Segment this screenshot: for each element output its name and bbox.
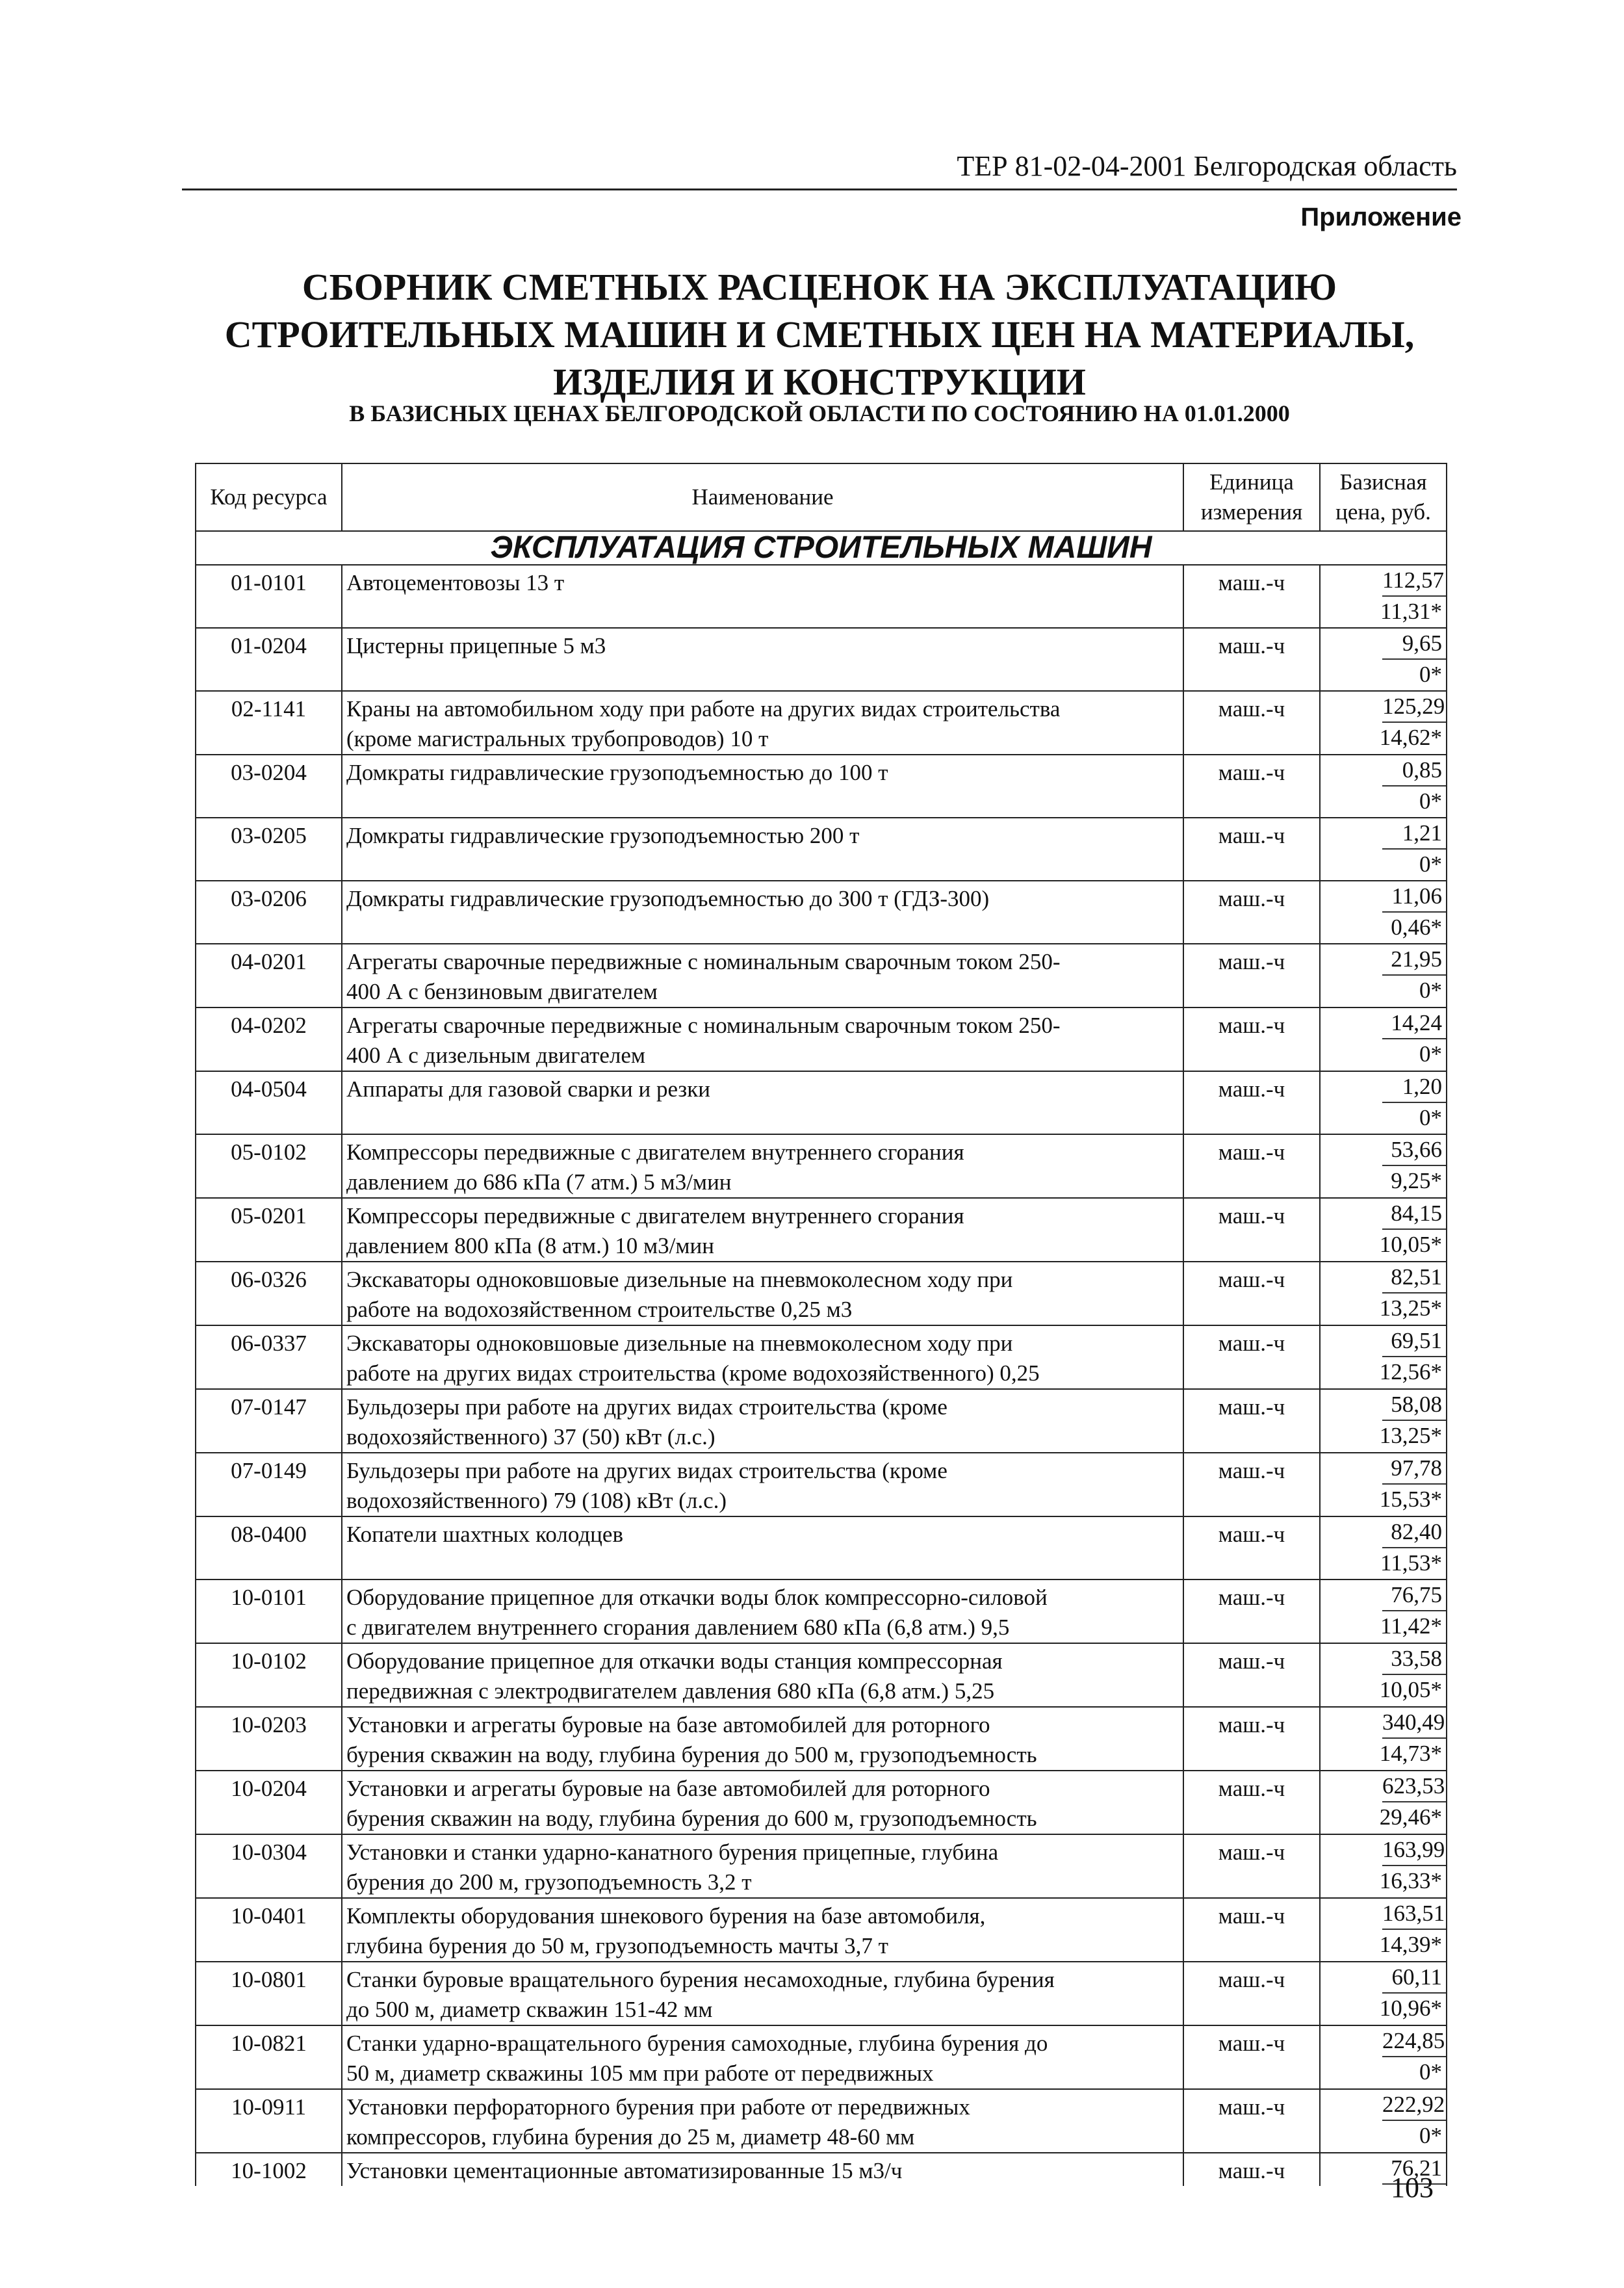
table-row	[196, 1134, 1447, 1198]
resource-name-line-1: Комплекты оборудования шнекового бурения на базе автомобиля,	[346, 1903, 986, 1929]
wage-value: 14,39*	[1379, 1932, 1442, 1957]
wage-value: 11,53*	[1380, 1550, 1442, 1576]
base-price	[1320, 818, 1447, 881]
section-title: ЭКСПЛУАТАЦИЯ СТРОИТЕЛЬНЫХ МАШИН	[196, 531, 1447, 565]
price-value: 340,49	[1382, 1708, 1446, 1739]
resource-name-line-1: Оборудование прицепное для откачки воды станция компрессорная	[346, 1648, 1003, 1674]
resource-name	[342, 1262, 1183, 1325]
price-value: 69,51	[1382, 1326, 1446, 1357]
resource-name	[342, 1898, 1183, 1962]
resource-name-line-1: Станки буровые вращательного бурения несамоходные, глубина бурения	[346, 1967, 1055, 1992]
table-row	[196, 818, 1447, 881]
resource-name	[342, 691, 1183, 755]
base-price	[1320, 1962, 1447, 2025]
resource-code: 07-0149	[196, 1453, 342, 1516]
document-header	[182, 150, 1457, 190]
resource-name-line-2: глубина бурения до 50 м, грузоподъемность мачты 3,7 т	[346, 1933, 888, 1958]
table-row	[196, 565, 1447, 628]
resource-code: 05-0201	[196, 1198, 342, 1262]
base-price	[1320, 1071, 1447, 1134]
price-value: 224,85	[1382, 2026, 1446, 2057]
unit-of-measure: маш.-ч	[1183, 1898, 1320, 1962]
resource-name-line-1: Автоцементовозы 13 т	[346, 570, 565, 595]
base-price	[1320, 1134, 1447, 1198]
table-row	[196, 1262, 1447, 1325]
wage-value: 0*	[1419, 1105, 1442, 1130]
wage-value: 14,73*	[1379, 1741, 1442, 1766]
base-price	[1320, 881, 1447, 944]
price-value: 76,21	[1382, 2153, 1446, 2185]
resource-code: 10-0821	[196, 2025, 342, 2089]
price-table	[195, 463, 1447, 2186]
table-header-row	[196, 463, 1447, 531]
resource-name	[342, 2025, 1183, 2089]
resource-name-line-1: Аппараты для газовой сварки и резки	[346, 1076, 710, 1102]
table-row	[196, 881, 1447, 944]
resource-code: 06-0326	[196, 1262, 342, 1325]
price-value: 0,85	[1382, 755, 1446, 786]
resource-code: 03-0204	[196, 755, 342, 818]
base-price	[1320, 1008, 1447, 1071]
resource-name	[342, 881, 1183, 944]
price-value: 53,66	[1382, 1135, 1446, 1166]
base-price	[1320, 628, 1447, 691]
base-price	[1320, 1516, 1447, 1580]
wage-value: 10,05*	[1379, 1677, 1442, 1702]
wage-value: 29,46*	[1379, 1804, 1442, 1830]
wage-value: 12,56*	[1379, 1359, 1442, 1384]
wage-value: 10,05*	[1379, 1232, 1442, 1257]
wage-value: 11,31*	[1380, 599, 1442, 624]
table-row	[196, 2089, 1447, 2153]
resource-name	[342, 1325, 1183, 1389]
unit-of-measure: маш.-ч	[1183, 1008, 1320, 1071]
resource-name-line-1: Станки ударно-вращательного бурения самоходные, глубина бурения до	[346, 2031, 1048, 2056]
wage-value: 0*	[1419, 788, 1442, 814]
table-row	[196, 2153, 1447, 2186]
table-row	[196, 1898, 1447, 1962]
resource-name	[342, 1643, 1183, 1707]
resource-code: 07-0147	[196, 1389, 342, 1453]
unit-of-measure: маш.-ч	[1183, 691, 1320, 755]
resource-name-line-1: Установки и агрегаты буровые на базе автомобилей для роторного	[346, 1712, 990, 1737]
resource-code: 10-0304	[196, 1834, 342, 1898]
base-price	[1320, 1707, 1447, 1771]
table-row	[196, 1771, 1447, 1834]
unit-of-measure: маш.-ч	[1183, 1453, 1320, 1516]
resource-name-line-2: водохозяйственного) 79 (108) кВт (л.с.)	[346, 1488, 727, 1513]
price-value: 222,92	[1382, 2090, 1446, 2121]
price-value: 14,24	[1382, 1008, 1446, 1039]
wage-value: 15,53*	[1379, 1487, 1442, 1512]
price-value: 84,15	[1382, 1199, 1446, 1230]
header-unit-line-1: Единица	[1209, 469, 1294, 495]
resource-name-line-2: 400 А с дизельным двигателем	[346, 1043, 646, 1068]
table-row	[196, 1453, 1447, 1516]
resource-name-line-2: работе на других видах строительства (кроме водохозяйственного) 0,25	[346, 1360, 1040, 1386]
unit-of-measure: маш.-ч	[1183, 628, 1320, 691]
unit-of-measure: маш.-ч	[1183, 1580, 1320, 1643]
price-value: 33,58	[1382, 1644, 1446, 1675]
resource-name	[342, 1134, 1183, 1198]
table-row	[196, 1707, 1447, 1771]
header-price	[1320, 463, 1447, 531]
resource-name-line-1: Установки и станки ударно-канатного бурения прицепные, глубина	[346, 1840, 999, 1865]
resource-name-line-1: Агрегаты сварочные передвижные с номинальным сварочным током 250-	[346, 1013, 1061, 1038]
table-row	[196, 1198, 1447, 1262]
price-value: 58,08	[1382, 1390, 1446, 1421]
resource-code: 08-0400	[196, 1516, 342, 1580]
section-row	[196, 531, 1447, 565]
price-value: 9,65	[1382, 629, 1446, 660]
unit-of-measure: маш.-ч	[1183, 818, 1320, 881]
table-row	[196, 1643, 1447, 1707]
base-price	[1320, 1262, 1447, 1325]
resource-name-line-1: Цистерны прицепные 5 м3	[346, 633, 606, 658]
appendix-label: Приложение	[1300, 203, 1462, 231]
header-name: Наименование	[342, 463, 1183, 531]
resource-code: 10-0204	[196, 1771, 342, 1834]
base-price	[1320, 1453, 1447, 1516]
resource-code: 02-1141	[196, 691, 342, 755]
header-code: Код ресурса	[196, 463, 342, 531]
base-price	[1320, 1325, 1447, 1389]
unit-of-measure: маш.-ч	[1183, 1707, 1320, 1771]
price-value: 1,20	[1382, 1072, 1446, 1103]
table-row	[196, 1389, 1447, 1453]
resource-code: 04-0202	[196, 1008, 342, 1071]
page-number: 103	[1391, 2172, 1434, 2204]
resource-name-line-1: Установки перфораторного бурения при работе от передвижных	[346, 2094, 970, 2120]
base-price	[1320, 691, 1447, 755]
base-price	[1320, 1389, 1447, 1453]
title-line-2: СТРОИТЕЛЬНЫХ МАШИН И СМЕТНЫХ ЦЕН НА МАТЕРИАЛЫ,	[224, 313, 1415, 356]
title-line-3: ИЗДЕЛИЯ И КОНСТРУКЦИИ	[553, 361, 1086, 403]
price-value: 82,40	[1382, 1517, 1446, 1548]
resource-name	[342, 1771, 1183, 1834]
table-row	[196, 1962, 1447, 2025]
unit-of-measure: маш.-ч	[1183, 1834, 1320, 1898]
table-body	[196, 531, 1447, 2186]
wage-value: 0*	[1419, 2059, 1442, 2085]
resource-name-line-2: давлением 800 кПа (8 атм.) 10 м3/мин	[346, 1233, 714, 1258]
unit-of-measure: маш.-ч	[1183, 2025, 1320, 2089]
table-row	[196, 1580, 1447, 1643]
resource-code: 10-0203	[196, 1707, 342, 1771]
wage-value: 0*	[1419, 2123, 1442, 2148]
unit-of-measure: маш.-ч	[1183, 1643, 1320, 1707]
unit-of-measure: маш.-ч	[1183, 944, 1320, 1008]
unit-of-measure: маш.-ч	[1183, 1071, 1320, 1134]
price-value: 76,75	[1382, 1580, 1446, 1611]
resource-name-line-1: Установки цементационные автоматизированные 15 м3/ч	[346, 2158, 903, 2183]
document-title	[182, 263, 1457, 406]
wage-value: 14,62*	[1379, 725, 1442, 750]
resource-name-line-1: Домкраты гидравлические грузоподъемностью 200 т	[346, 823, 860, 848]
resource-name-line-1: Домкраты гидравлические грузоподъемностью до 300 т (ГДЗ-300)	[346, 886, 990, 911]
resource-name	[342, 565, 1183, 628]
wage-value: 11,42*	[1380, 1613, 1442, 1639]
resource-name	[342, 818, 1183, 881]
price-value: 125,29	[1382, 692, 1446, 723]
table-row	[196, 628, 1447, 691]
resource-name-line-2: бурения скважин на воду, глубина бурения до 500 м, грузоподъемность	[346, 1742, 1037, 1767]
resource-name-line-2: с двигателем внутреннего сгорания давлением 680 кПа (6,8 атм.) 9,5	[346, 1615, 1010, 1640]
resource-name	[342, 2089, 1183, 2153]
resource-code: 10-0911	[196, 2089, 342, 2153]
resource-name-line-2: (кроме магистральных трубопроводов) 10 т	[346, 726, 769, 751]
resource-name	[342, 1962, 1183, 2025]
table-row	[196, 1325, 1447, 1389]
wage-value: 13,25*	[1379, 1423, 1442, 1448]
base-price	[1320, 1898, 1447, 1962]
resource-name-line-1: Бульдозеры при работе на других видах строительства (кроме	[346, 1458, 947, 1483]
wage-value: 16,33*	[1379, 1868, 1442, 1893]
base-price	[1320, 755, 1447, 818]
resource-name-line-2: до 500 м, диаметр скважин 151-42 мм	[346, 1997, 713, 2022]
price-value: 623,53	[1382, 1771, 1446, 1802]
resource-name	[342, 2153, 1183, 2186]
table-row	[196, 755, 1447, 818]
price-value: 163,51	[1382, 1899, 1446, 1930]
unit-of-measure: маш.-ч	[1183, 2089, 1320, 2153]
resource-code: 06-0337	[196, 1325, 342, 1389]
wage-value: 10,96*	[1379, 1996, 1442, 2021]
resource-name	[342, 1008, 1183, 1071]
resource-name	[342, 1453, 1183, 1516]
wage-value: 13,25*	[1379, 1295, 1442, 1321]
price-value: 112,57	[1382, 566, 1446, 597]
unit-of-measure: маш.-ч	[1183, 1962, 1320, 2025]
resource-name	[342, 1198, 1183, 1262]
resource-name-line-1: Краны на автомобильном ходу при работе на других видах строительства	[346, 696, 1061, 722]
table-row	[196, 944, 1447, 1008]
price-value: 21,95	[1382, 944, 1446, 976]
resource-code: 03-0205	[196, 818, 342, 881]
price-value: 97,78	[1382, 1453, 1446, 1485]
base-price	[1320, 1834, 1447, 1898]
resource-name-line-1: Копатели шахтных колодцев	[346, 1522, 623, 1547]
base-price	[1320, 2025, 1447, 2089]
resource-name-line-1: Экскаваторы одноковшовые дизельные на пневмоколесном ходу при	[346, 1267, 1013, 1292]
table-row	[196, 1071, 1447, 1134]
table-row	[196, 691, 1447, 755]
header-unit-line-2: измерения	[1200, 499, 1303, 525]
wage-value: 0*	[1419, 978, 1442, 1003]
table-row	[196, 1834, 1447, 1898]
document-code: ТЕР 81-02-04-2001 Белгородская область	[957, 150, 1457, 182]
resource-name	[342, 1707, 1183, 1771]
unit-of-measure: маш.-ч	[1183, 1389, 1320, 1453]
title-line-1: СБОРНИК СМЕТНЫХ РАСЦЕНОК НА ЭКСПЛУАТАЦИЮ	[302, 266, 1337, 308]
base-price	[1320, 1771, 1447, 1834]
resource-name	[342, 1389, 1183, 1453]
resource-name	[342, 944, 1183, 1008]
unit-of-measure: маш.-ч	[1183, 1516, 1320, 1580]
resource-name-line-2: компрессоров, глубина бурения до 25 м, диаметр 48-60 мм	[346, 2124, 915, 2150]
resource-code: 04-0504	[196, 1071, 342, 1134]
resource-name-line-1: Экскаваторы одноковшовые дизельные на пневмоколесном ходу при	[346, 1331, 1013, 1356]
header-price-line-1: Базисная	[1339, 469, 1427, 495]
price-value: 163,99	[1382, 1835, 1446, 1866]
wage-value: 0*	[1419, 852, 1442, 877]
resource-name-line-1: Установки и агрегаты буровые на базе автомобилей для роторного	[346, 1776, 990, 1801]
unit-of-measure: маш.-ч	[1183, 565, 1320, 628]
resource-name-line-1: Компрессоры передвижные с двигателем внутреннего сгорания	[346, 1139, 964, 1165]
document-subtitle: В БАЗИСНЫХ ЦЕНАХ БЕЛГОРОДСКОЙ ОБЛАСТИ ПО СОСТОЯНИЮ НА 01.01.2000	[349, 400, 1290, 426]
wage-value: 9,25*	[1391, 1168, 1442, 1193]
resource-code: 01-0101	[196, 565, 342, 628]
resource-name-line-1: Домкраты гидравлические грузоподъемностью до 100 т	[346, 760, 888, 785]
unit-of-measure: маш.-ч	[1183, 881, 1320, 944]
resource-name-line-2: 50 м, диаметр скважины 105 мм при работе от передвижных	[346, 2060, 934, 2086]
unit-of-measure: маш.-ч	[1183, 755, 1320, 818]
price-value: 11,06	[1382, 881, 1446, 913]
header-price-line-2: цена, руб.	[1335, 499, 1431, 525]
resource-name	[342, 1834, 1183, 1898]
resource-name	[342, 1071, 1183, 1134]
base-price	[1320, 565, 1447, 628]
resource-name	[342, 1580, 1183, 1643]
resource-name-line-1: Агрегаты сварочные передвижные с номинальным сварочным током 250-	[346, 949, 1061, 974]
resource-code: 01-0204	[196, 628, 342, 691]
resource-name	[342, 755, 1183, 818]
unit-of-measure: маш.-ч	[1183, 1325, 1320, 1389]
resource-code: 03-0206	[196, 881, 342, 944]
price-value: 60,11	[1382, 1962, 1446, 1994]
wage-value: 0*	[1419, 1041, 1442, 1067]
resource-name-line-1: Бульдозеры при работе на других видах строительства (кроме	[346, 1394, 947, 1420]
price-value: 82,51	[1382, 1262, 1446, 1294]
unit-of-measure: маш.-ч	[1183, 1134, 1320, 1198]
table-row	[196, 1008, 1447, 1071]
resource-name-line-2: 400 А с бензиновым двигателем	[346, 979, 658, 1004]
resource-name-line-2: передвижная с электродвигателем давления 680 кПа (6,8 атм.) 5,25	[346, 1678, 995, 1704]
base-price	[1320, 944, 1447, 1008]
base-price	[1320, 1643, 1447, 1707]
resource-code: 10-1002	[196, 2153, 342, 2186]
price-value: 1,21	[1382, 818, 1446, 850]
base-price	[1320, 2089, 1447, 2153]
wage-value: 0*	[1419, 662, 1442, 687]
resource-code: 10-0101	[196, 1580, 342, 1643]
wage-value: 0,46*	[1391, 915, 1442, 940]
base-price	[1320, 1198, 1447, 1262]
resource-name-line-2: бурения до 200 м, грузоподъемность 3,2 т	[346, 1869, 752, 1895]
resource-code: 05-0102	[196, 1134, 342, 1198]
resource-code: 04-0201	[196, 944, 342, 1008]
resource-name-line-1: Оборудование прицепное для откачки воды блок компрессорно-силовой	[346, 1585, 1048, 1610]
resource-code: 10-0801	[196, 1962, 342, 2025]
unit-of-measure: маш.-ч	[1183, 1771, 1320, 1834]
resource-name	[342, 628, 1183, 691]
resource-name-line-2: давлением до 686 кПа (7 атм.) 5 м3/мин	[346, 1169, 732, 1195]
resource-name	[342, 1516, 1183, 1580]
unit-of-measure: маш.-ч	[1183, 2153, 1320, 2186]
resource-name-line-1: Компрессоры передвижные с двигателем внутреннего сгорания	[346, 1203, 964, 1228]
header-unit	[1183, 463, 1320, 531]
table-row	[196, 1516, 1447, 1580]
resource-name-line-2: водохозяйственного) 37 (50) кВт (л.с.)	[346, 1424, 715, 1450]
resource-name-line-2: работе на водохозяйственном строительстве 0,25 м3	[346, 1297, 853, 1322]
table-row	[196, 2025, 1447, 2089]
unit-of-measure: маш.-ч	[1183, 1198, 1320, 1262]
resource-code: 10-0102	[196, 1643, 342, 1707]
unit-of-measure: маш.-ч	[1183, 1262, 1320, 1325]
resource-code: 10-0401	[196, 1898, 342, 1962]
resource-name-line-2: бурения скважин на воду, глубина бурения до 600 м, грузоподъемность	[346, 1806, 1037, 1831]
base-price	[1320, 1580, 1447, 1643]
